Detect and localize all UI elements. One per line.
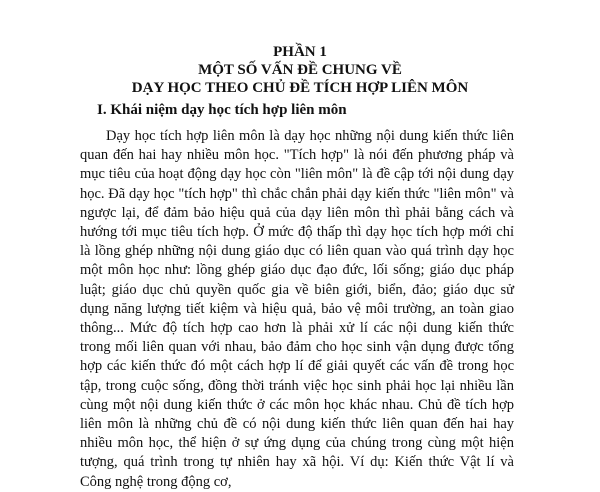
part-label: PHẦN 1 (273, 44, 327, 60)
section-heading: I. Khái niệm dạy học tích hợp liên môn (97, 102, 347, 118)
body-paragraph: Dạy học tích hợp liên môn là dạy học những nội dung kiến thức liên quan đến hai hay nhiều môn học. "Tích hợp" là nói đến phương pháp và mục tiêu của hoạt động dạy học còn "liên môn" là đề cập tới nội dung dạy học. Đã dạy học "tích hợp" thì chắc chắn phải dạy kiến thức "liên môn" và ngược lại, để đảm bảo hiệu quả của dạy liên môn thì phải bằng cách và hướng tới mục tiêu tích hợp. Ở mức độ thấp thì dạy học tích hợp mới chỉ là lồng ghép những nội dung giáo dục có liên quan vào quá trình dạy học một môn học như: lồng ghép giáo dục đạo đức, lối sống; giáo dục pháp luật; giáo dục chủ quyền quốc gia về biên giới, biển, đảo; giáo dục sử dụng năng lượng tiết kiệm và hiệu quả, bảo vệ môi trường, an toàn giao thông... Mức độ tích hợp cao hơn là phải xử lí các nội dung kiến thức trong mối liên quan với nhau, bảo đảm cho học sinh vận dụng được tổng hợp các kiến thức đó một cách hợp lí để giải quyết các vấn đề trong học tập, trong cuộc sống, đồng thời tránh việc học sinh phải học lại nhiều lần cùng một nội dung kiến thức ở các môn học khác nhau. Chủ đề tích hợp liên môn là những chủ đề có nội dung kiến thức liên quan đến hai hay nhiều môn học, thể hiện ở sự ứng dụng của chúng trong cùng một hiện tượng, quá trình trong tự nhiên hay xã hội. Ví dụ: Kiến thức Vật lí và Công nghệ trong động cơ, (80, 128, 514, 490)
document-title-line-2: DẠY HỌC THEO CHỦ ĐỀ TÍCH HỢP LIÊN MÔN (131, 80, 469, 96)
document-title-line-1: MỘT SỐ VẤN ĐỀ CHUNG VỀ (198, 62, 402, 78)
